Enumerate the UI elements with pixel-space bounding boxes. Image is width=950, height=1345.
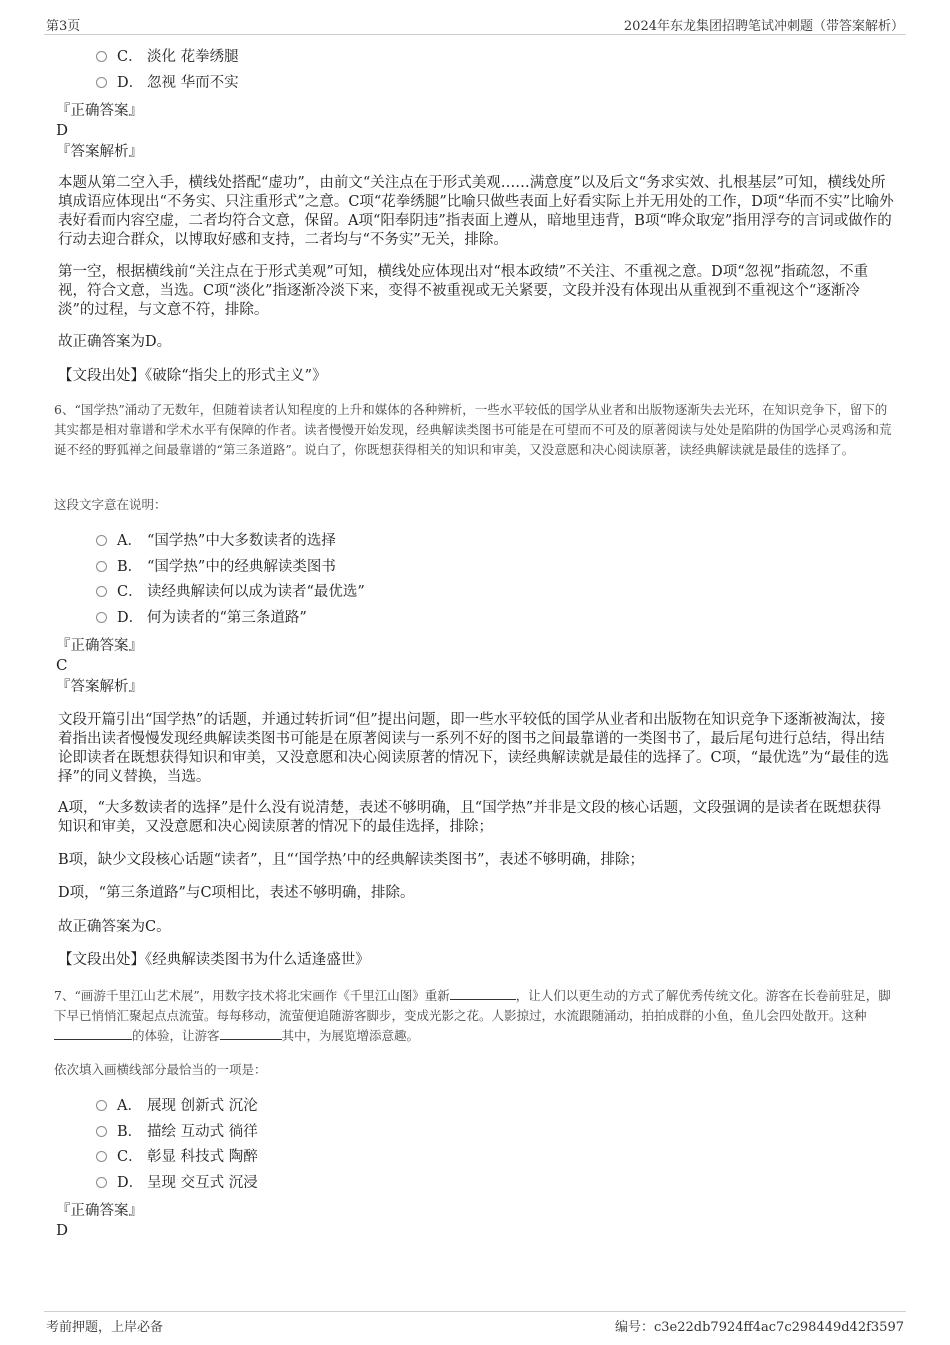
option-a[interactable]: A． 展现 创新式 沉沦 [96,1096,258,1116]
page-number: 第3页 [46,19,81,34]
correct-answer-label: 『正确答案』 [56,103,143,119]
option-d[interactable]: D． 何为读者的“第三条道路” [96,608,307,628]
radio-icon[interactable] [96,1126,107,1137]
footer-slogan: 考前押题，上岸必备 [46,1320,164,1335]
radio-icon[interactable] [96,1177,107,1188]
question-stem: 6、“国学热”涌动了无数年，但随着读者认知程度的上升和媒体的各种辨析，一些水平较低的国学从业者和出版物逐渐失去光环，在知识竞争下，留下的其实都是相对靠谱和学术水平有保障的作者。读者慢慢开始发现，经典解读类图书可能是在可望而不可及的原著阅读与处处是陷阱的伪国学心灵鸡汤和荒诞不经的野狐禅之间最靠谱的“第三条道路”。说白了，你既想获得相关的知识和审美，又没意愿和决心阅读原著，读经典解读就是最佳的选择了。 [54,402,892,457]
option-b[interactable]: B． “国学热”中的经典解读类图书 [96,557,336,577]
fill-blank [450,987,516,1000]
question-stem: 7、“画游千里江山艺术展”，用数字技术将北宋画作《千里江山图》重新 ，让人们以更生动的方式了解优秀传统文化。游客在长卷前驻足，脚下早已悄悄汇聚起点点流萤。每每移动，流萤便追随游客脚步，变成光影之花。人影掠过，水流跟随涌动，拍拍成群的小鱼，鱼儿会四处散开。这种的体验，让游客 其中，为展览增添意趣。 [54,988,891,1043]
radio-icon[interactable] [96,586,107,597]
analysis-paragraph: A项，“大多数读者的选择”是什么没有说清楚，表述不够明确，且“国学热”并非是文段的核心话题，文段强调的是读者在既想获得知识和审美，又没意愿和决心阅读原著的情况下的最佳选择，排除； [58,800,882,835]
analysis-label: 『答案解析』 [56,679,143,695]
text-source: 【文段出处】《破除“指尖上的形式主义”》 [58,368,327,384]
radio-icon[interactable] [96,1151,107,1162]
option-c[interactable]: C． 读经典解读何以成为读者“最优选” [96,582,365,602]
analysis-label: 『答案解析』 [56,144,143,160]
analysis-conclusion: 故正确答案为D。 [58,334,172,350]
option-c[interactable]: C． 彰显 科技式 陶醉 [96,1147,258,1167]
radio-icon[interactable] [96,77,107,88]
radio-icon[interactable] [96,51,107,62]
document-title: 2024年东龙集团招聘笔试冲刺题（带答案解析） [623,19,904,34]
option-d[interactable]: D． 呈现 交互式 沉浸 [96,1173,258,1193]
radio-icon[interactable] [96,535,107,546]
option-a[interactable]: A． “国学热”中大多数读者的选择 [96,531,336,551]
correct-answer: C [56,656,68,674]
correct-answer: D [56,121,69,139]
analysis-paragraph: 文段开篇引出“国学热”的话题，并通过转折词“但”提出问题，即一些水平较低的国学从业者和出版物在知识竞争下逐渐被淘汰，接着指出读者慢慢发现经典解读类图书可能是在原著阅读与一系列不好的图书之间最靠谱的一类图书了，最后尾句进行总结，得出结论即读者在既想获得知识和审美，又没意愿和决心阅读原著的情况下，读经典解读就是最佳的选择了。C项，“最优选”为“最佳的选择”的同义替换，当选。 [58,712,889,785]
page-footer [44,1311,906,1334]
analysis-paragraph: 本题从第二空入手，横线处搭配“虚功”，由前文“关注点在于形式美观……满意度”以及后文“务求实效、扎根基层”可知，横线处所填成语应体现出“不务实、只注重形式”之意。C项“花拳绣腿”比喻只做些表面上好看实际上并无用处的工作，D项“华而不实”比喻外表好看而内容空虚，二者均符合文意，保留。A项“阳奉阴违”指表面上遵从，暗地里违背，B项“哗众取宠”指用浮夸的言词或做作的行动去迎合群众，以博取好感和支持，二者均与“不务实”无关，排除。 [58,175,894,248]
option-c[interactable]: C． 淡化 花拳绣腿 [96,47,239,67]
analysis-paragraph: 第一空，根据横线前“关注点在于形式美观”可知，横线处应体现出对“根本政绩”不关注、不重视之意。D项“忽视”指疏忽，不重视，符合文意，当选。C项“淡化”指逐渐冷淡下来，变得不被重视或无关紧要，文段并没有体现出从重视到不重视这个“逐渐冷淡”的过程，与文意不符，排除。 [58,264,869,318]
analysis-paragraph: B项，缺少文段核心话题“读者”，且“‘国学热’中的经典解读类图书”，表述不够明确，排除； [58,852,645,868]
page-header [44,14,906,35]
question-prompt: 这段文字意在说明： [54,497,167,512]
fill-blank [220,1027,282,1040]
question-prompt: 依次填入画横线部分最恰当的一项是： [54,1062,267,1077]
text-source: 【文段出处】《经典解读类图书为什么适逢盛世》 [58,952,370,968]
radio-icon[interactable] [96,1100,107,1111]
option-d[interactable]: D． 忽视 华而不实 [96,73,239,93]
fill-blank [54,1027,132,1040]
analysis-paragraph: D项，“第三条道路”与C项相比，表述不够明确，排除。 [58,885,415,901]
radio-icon[interactable] [96,561,107,572]
correct-answer-label: 『正确答案』 [56,1203,143,1219]
option-b[interactable]: B． 描绘 互动式 徜徉 [96,1122,258,1142]
correct-answer: D [56,1221,69,1239]
analysis-conclusion: 故正确答案为C。 [58,919,171,935]
correct-answer-label: 『正确答案』 [56,638,143,654]
radio-icon[interactable] [96,612,107,623]
document-code: 编号：c3e22db7924ff4ac7c298449d42f3597 [615,1320,904,1335]
